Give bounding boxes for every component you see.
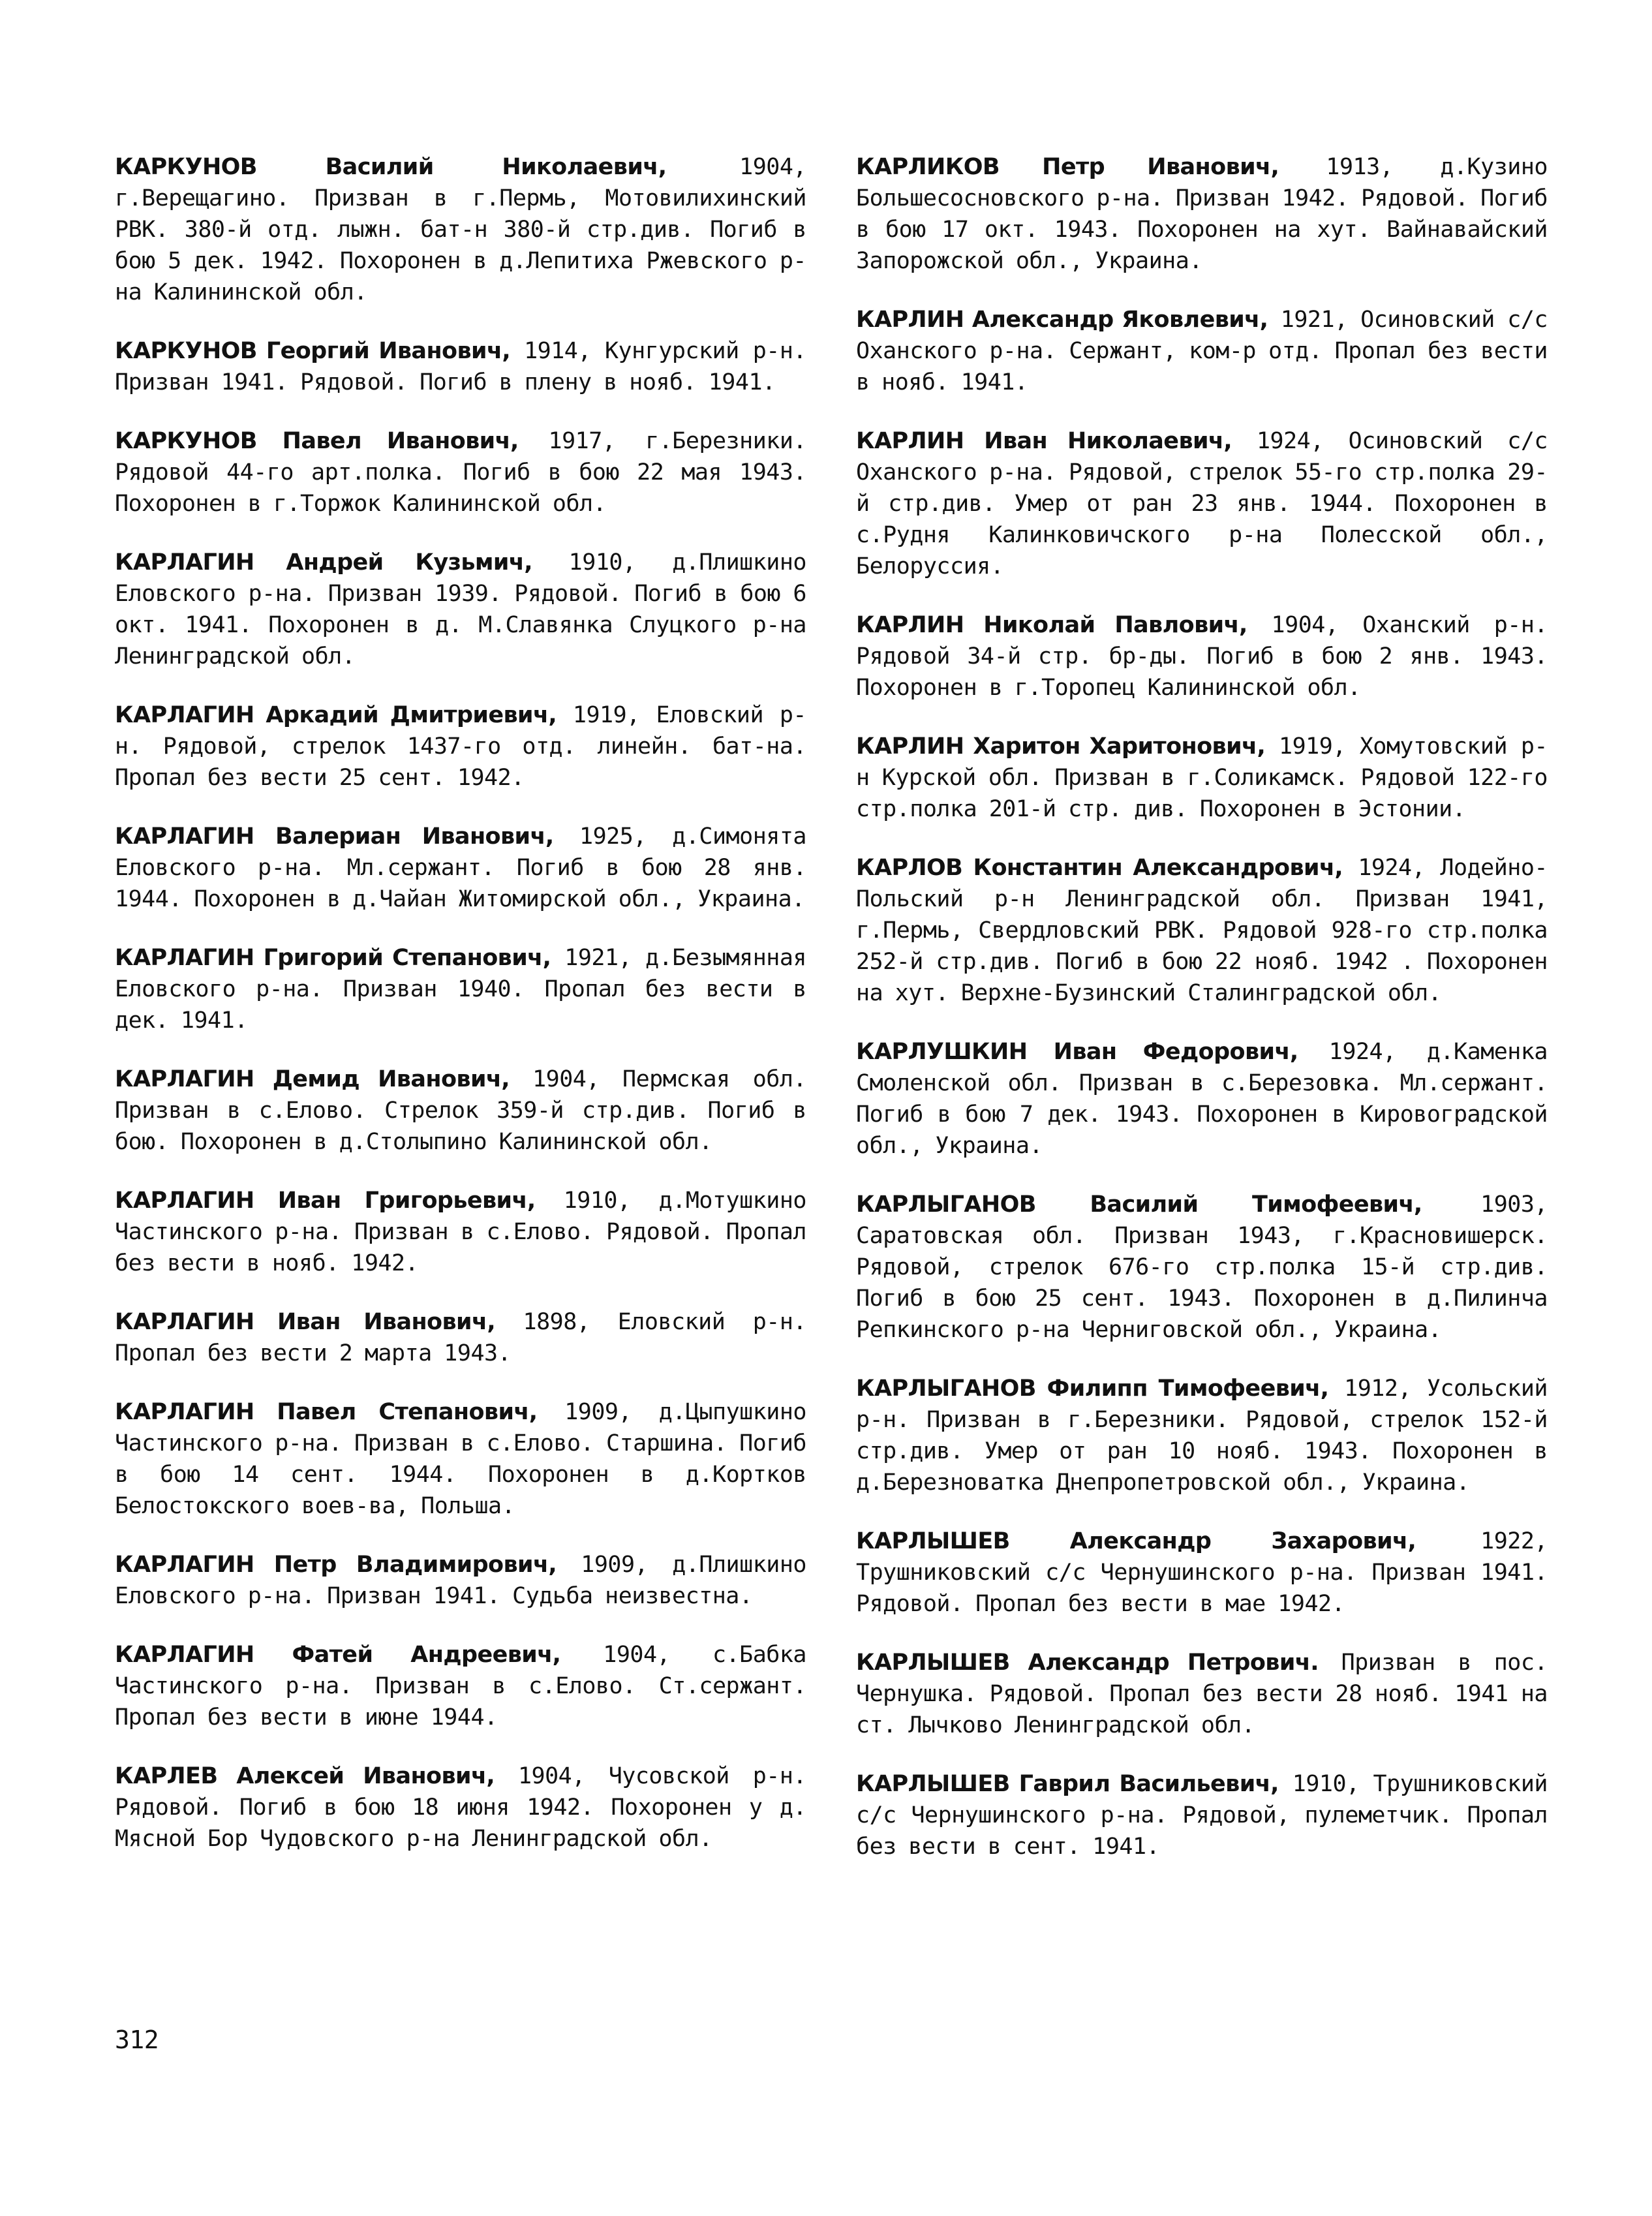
entry-name: КАРКУНОВ Василий Николаевич, [115, 154, 667, 180]
entry-text: 1921, д.Безымянная Еловского р-на. Призван 1940. Пропал без вести в дек. 1941. [115, 945, 806, 1034]
entry-text: 1919, Еловский р-н. Рядовой, стрелок 1437-го отд. линейн. бат-на. Пропал без вести 25 сент. 1942. [115, 702, 806, 791]
entry [856, 1036, 1548, 1162]
entry [856, 1647, 1548, 1741]
entry-name: КАРЛУШКИН Иван Федорович, [856, 1039, 1298, 1065]
entry-text: 1904, с.Бабка Частинского р-на. Призван в с.Елово. Ст.сержант. Пропал без вести в июне 1944. [115, 1642, 807, 1731]
entry-text: 1904, Оханский р-н. Рядовой 34-й стр. бр-ды. Погиб в бою 2 янв. 1943. Похоронен в г.Торопец Калининской обл. [856, 612, 1548, 701]
entry-text: 1924, д.Каменка Смоленской обл. Призван в с.Березовка. Мл.сержант. Погиб в бою 7 дек. 1943. Похоронен в Кировоградской обл., Украина. [856, 1039, 1548, 1159]
entry-text: 1909, д.Плишкино Еловского р-на. Призван 1941. Судьба неизвестна. [115, 1552, 806, 1609]
entry [115, 1185, 806, 1279]
entry-name: КАРЛЫШЕВ Гаврил Васильевич, [856, 1771, 1279, 1797]
entry [856, 609, 1548, 703]
entry [856, 1189, 1548, 1346]
entry-name: КАРЛИКОВ Петр Иванович, [856, 154, 1279, 180]
entry [856, 1768, 1548, 1862]
entry-name: КАРЛАГИН Григорий Степанович, [115, 945, 551, 971]
entry [115, 1306, 806, 1369]
entry-text: 1904, Пермская обл. Призван в с.Елово. Стрелок 359-й стр.див. Погиб в бою. Похоронен в д.Столыпино Калининской обл. [115, 1066, 806, 1155]
entry-text: 1904, Чусовской р-н. Рядовой. Погиб в бою 18 июня 1942. Похоронен у д. Мясной Бор Чудовского р-на Ленинградской обл. [115, 1763, 807, 1852]
entry-text: 1904, г.Верещагино. Призван в г.Пермь, Мотовилихинский РВК. 380-й отд. лыжн. бат-н 380-й стр.див. Погиб в бою 5 дек. 1942. Похоронен в д.Лепитиха Ржевского р-на Калининской обл. [115, 154, 806, 305]
entry-name: КАРЛАГИН Павел Степанович, [115, 1399, 538, 1425]
entry-name: КАРЛЕВ Алексей Иванович, [115, 1763, 495, 1789]
entry-text: 1910, д.Плишкино Еловского р-на. Призван 1939. Рядовой. Погиб в бою 6 окт. 1941. Похоронен в д. М.Славянка Слуцкого р-на Ленинградской обл. [115, 549, 806, 669]
entry-name: КАРЛАГИН Аркадий Дмитриевич, [115, 702, 557, 728]
entry-name: КАРЛИН Харитон Харитонович, [856, 733, 1266, 760]
entry-name: КАРЛАГИН Демид Иванович, [115, 1066, 510, 1092]
entry-text: 1910, Трушниковский с/с Чернушинского р-на. Рядовой, пулеметчик. Пропал без вести в сент. 1941. [856, 1771, 1548, 1860]
entry-text: 1909, д.Цыпушкино Частинского р-на. Призван в с.Елово. Старшина. Погиб в бою 14 сент. 1944. Похоронен в д.Кортков Белостокского воев-ва, Польша. [115, 1399, 806, 1519]
entry-name: КАРЛЫШЕВ Александр Захарович, [856, 1528, 1416, 1554]
entry-text: 1914, Кунгурский р-н. Призван 1941. Рядовой. Погиб в плену в нояб. 1941. [115, 338, 806, 395]
entry-text: 1925, д.Симонята Еловского р-на. Мл.сержант. Погиб в бою 28 янв. 1944. Похоронен в д.Чайан Житомирской обл., Украина. [115, 823, 806, 912]
entry-text: 1922, Трушниковский с/с Чернушинского р-на. Призван 1941. Рядовой. Пропал без вести в мае 1942. [856, 1528, 1548, 1617]
entry [115, 335, 806, 398]
entry-name: КАРЛОВ Константин Александрович, [856, 855, 1343, 881]
entry-text: 1910, д.Мотушкино Частинского р-на. Призван в с.Елово. Рядовой. Пропал без вести в нояб. 1942. [115, 1188, 806, 1276]
left-column [115, 151, 806, 1882]
entry [115, 821, 806, 915]
entry-name: КАРЛИН Александр Яковлевич, [856, 307, 1268, 333]
page-number: 312 [115, 2025, 159, 2054]
entry [115, 425, 806, 519]
entry [115, 1396, 806, 1522]
entry [115, 547, 806, 672]
right-column [856, 151, 1548, 1890]
entry-name: КАРЛЫГАНОВ Филипп Тимофеевич, [856, 1376, 1329, 1402]
entry-text: 1913, д.Кузино Большесосновского р-на. Призван 1942. Рядовой. Погиб в бою 17 окт. 1943. Похоронен на хут. Вайнавайский Запорожской обл., Украина. [856, 154, 1548, 274]
entry [115, 942, 806, 1036]
entry [115, 1549, 806, 1612]
entry-name: КАРКУНОВ Георгий Иванович, [115, 338, 511, 364]
entry-name: КАРЛИН Иван Николаевич, [856, 428, 1232, 454]
entry-text: 1917, г.Березники. Рядовой 44-го арт.полка. Погиб в бою 22 мая 1943. Похоронен в г.Торжок Калининской обл. [115, 428, 806, 517]
entry-text: 1924, Лодейно-Польский р-н Ленинградской обл. Призван 1941, г.Пермь, Свердловский РВК. Рядовой 928-го стр.полка 252-й стр.див. Погиб в бою 22 нояб. 1942 . Похоронен на хут. Верхне-Бузинский Сталинградской обл. [856, 855, 1548, 1006]
entry-name: КАРЛЫГАНОВ Василий Тимофеевич, [856, 1192, 1422, 1218]
entry-name: КАРЛЫШЕВ Александр Петрович. [856, 1650, 1319, 1676]
entry-text: 1912, Усольский р-н. Призван в г.Березники. Рядовой, стрелок 152-й стр.див. Умер от ран 10 нояб. 1943. Похоронен в д.Березноватка Днепропетровской обл., Украина. [856, 1376, 1548, 1496]
entry [856, 304, 1548, 398]
entry-text: 1903, Саратовская обл. Призван 1943, г.Красновишерск. Рядовой, стрелок 676-го стр.полка 15-й стр.див. Погиб в бою 25 сент. 1943. Похоронен в д.Пилинча Репкинского р-на Черниговской обл., Украина. [856, 1192, 1548, 1343]
entry [856, 852, 1548, 1009]
entry [856, 731, 1548, 825]
entry-name: КАРЛАГИН Валериан Иванович, [115, 823, 554, 850]
entry [115, 1064, 806, 1158]
entry [856, 425, 1548, 582]
entry-name: КАРЛАГИН Иван Иванович, [115, 1309, 496, 1335]
entry-text: 1924, Осиновский с/с Оханского р-на. Рядовой, стрелок 55-го стр.полка 29-й стр.див. Умер от ран 23 янв. 1944. Похоронен в с.Рудня Калинковичского р-на Полесской обл., Белоруссия. [856, 428, 1548, 579]
entry [856, 151, 1548, 277]
entry-name: КАРКУНОВ Павел Иванович, [115, 428, 519, 454]
entry-text: Призван в пос. Чернушка. Рядовой. Пропал без вести 28 нояб. 1941 на ст. Лычково Ленинградской обл. [856, 1650, 1548, 1738]
entry-text: 1898, Еловский р-н. Пропал без вести 2 марта 1943. [115, 1309, 806, 1366]
entry [115, 1639, 806, 1733]
entry-name: КАРЛАГИН Иван Григорьевич, [115, 1188, 536, 1214]
entry-text: 1919, Хомутовский р-н Курской обл. Призван в г.Соликамск. Рядовой 122-го стр.полка 201-й стр. див. Похоронен в Эстонии. [856, 733, 1548, 822]
entry-name: КАРЛИН Николай Павлович, [856, 612, 1247, 638]
entry [856, 1373, 1548, 1498]
entry-name: КАРЛАГИН Петр Владимирович, [115, 1552, 557, 1578]
entry-text: 1921, Осиновский с/с Оханского р-на. Сержант, ком-р отд. Пропал без вести в нояб. 1941. [856, 307, 1548, 395]
entry-name: КАРЛАГИН Андрей Кузьмич, [115, 549, 532, 576]
entry-name: КАРЛАГИН Фатей Андреевич, [115, 1642, 561, 1668]
entry [115, 1761, 806, 1854]
entry [115, 700, 806, 793]
entry [115, 151, 806, 308]
entry [856, 1526, 1548, 1620]
